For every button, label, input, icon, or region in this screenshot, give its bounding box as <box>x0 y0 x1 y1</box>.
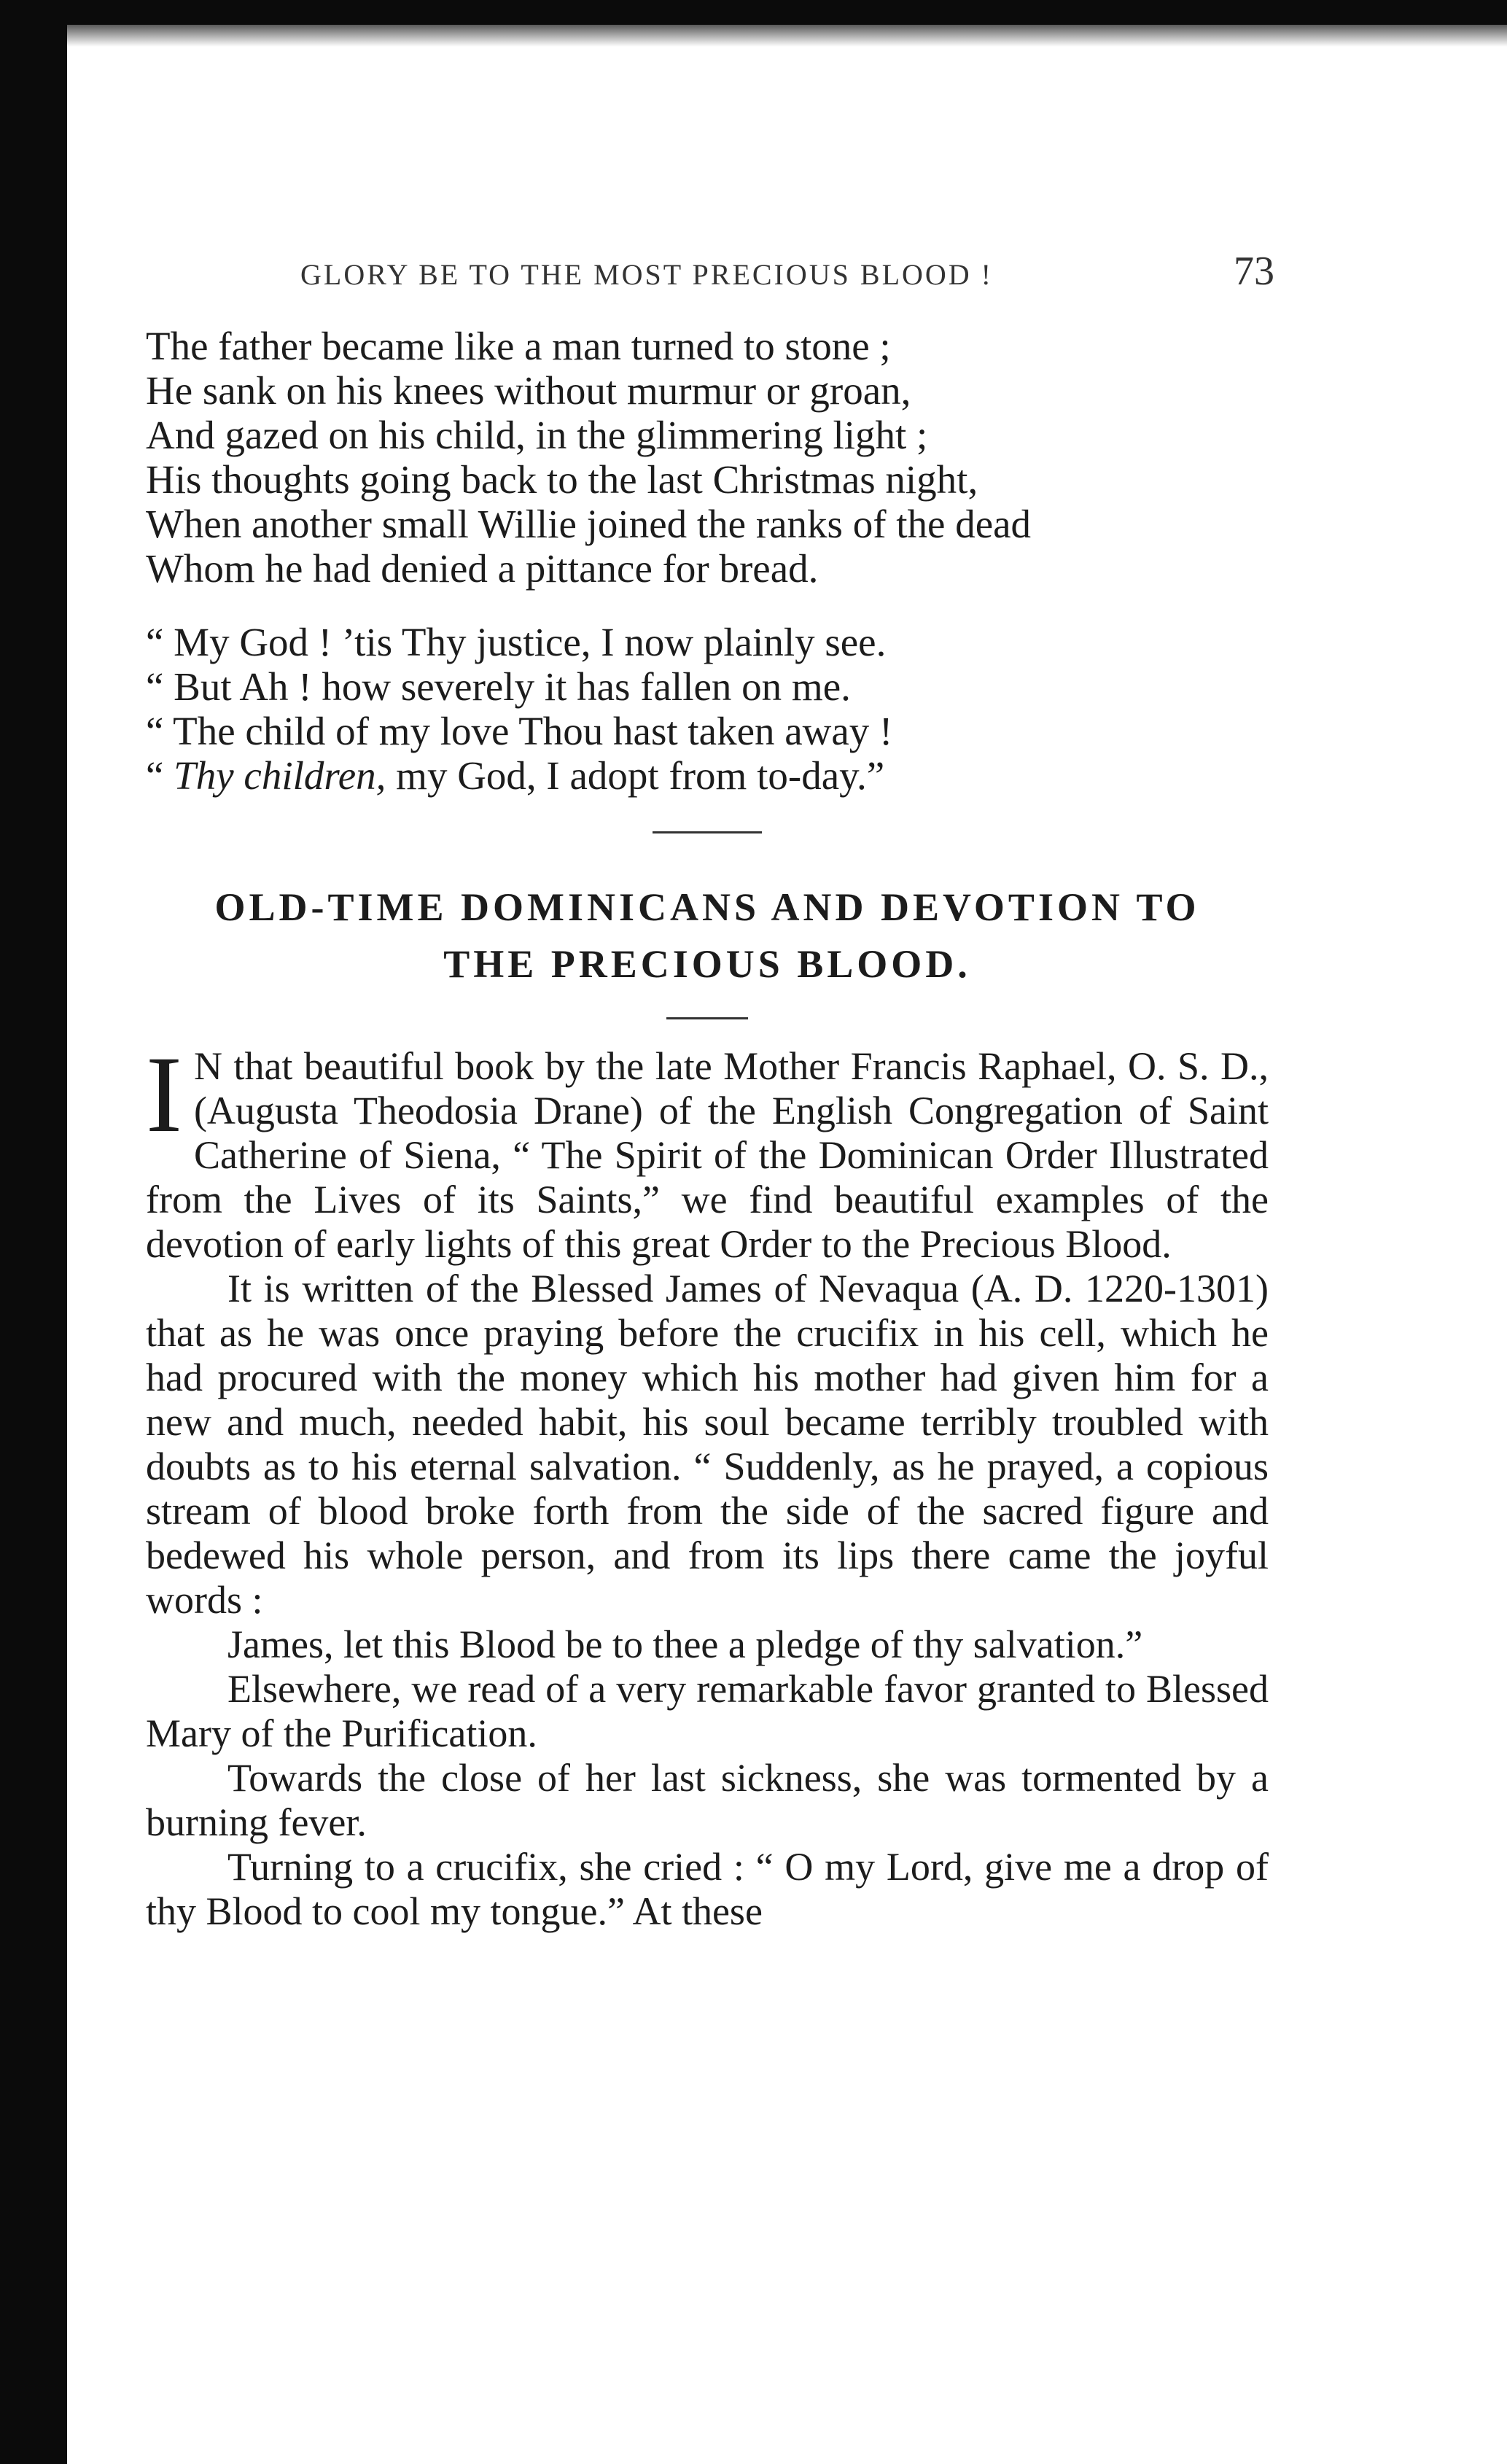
scan-border-shadow <box>0 25 1507 47</box>
italic-phrase: Thy children, <box>174 753 386 798</box>
poem-line: “ But Ah ! how severely it has fallen on me. <box>146 664 851 709</box>
poem-line: His thoughts going back to the last Christmas night, <box>146 457 978 502</box>
section-heading-line-2: THE PRECIOUS BLOOD. <box>443 942 971 986</box>
book-page <box>146 248 1274 1934</box>
running-head <box>300 248 1274 295</box>
paragraph: Towards the close of her last sickness, she was tormented by a burning fever. <box>146 1756 1269 1844</box>
section-heading <box>146 879 1269 992</box>
paragraph: James, let this Blood be to thee a pledge of thy salvation.” <box>227 1622 1143 1666</box>
poem-line: The father became like a man turned to stone ; <box>146 324 891 368</box>
poem-line: He sank on his knees without murmur or groan, <box>146 368 911 413</box>
paragraph-text: N that beautiful book by the late Mother Francis Raphael, O. S. D., (Augusta Theodosia Drane) of the English Congregation of Saint Catherine of Siena, “ The Spirit of the Dominican Order Illustrated from the Lives of its Saints,” we find beautiful examples of the devotion of early lights of this great Order to the Precious Blood. <box>146 1044 1269 1266</box>
drop-cap: I <box>146 1034 182 1155</box>
article-body <box>146 1034 1269 1934</box>
paragraph: It is written of the Blessed James of Nevaqua (A. D. 1220-1301) that as he was once praying before the crucifix in his cell, which he had procured with the money which his mother had given him for a new and much, needed habit, his soul became terribly troubled with doubts as to his eternal salvation. “ Suddenly, as he prayed, a copious stream of blood broke forth from the side of the sacred figure and bedewed his whole person, and from its lips there came the joyful words : <box>146 1267 1269 1622</box>
poem-line: “ The child of my love Thou hast taken away ! <box>146 709 893 753</box>
poem-line: When another small Willie joined the ranks of the dead <box>146 502 1032 546</box>
paragraph: Turning to a crucifix, she cried : “ O my Lord, give me a drop of thy Blood to cool my tongue.” At these <box>146 1845 1269 1933</box>
poem-line: “ My God ! ’tis Thy justice, I now plainly see. <box>146 620 887 664</box>
paragraph: Elsewhere, we read of a very remarkable favor granted to Blessed Mary of the Purification. <box>146 1667 1269 1755</box>
poem-line: And gazed on his child, in the glimmering light ; <box>146 413 928 457</box>
poem-line: Whom he had denied a pittance for bread. <box>146 546 819 591</box>
poem-stanza-1 <box>146 324 1269 591</box>
paragraph <box>146 1034 1269 1267</box>
section-divider <box>653 831 762 833</box>
poem-stanza-2 <box>146 620 1269 798</box>
section-heading-line-1: OLD-TIME DOMINICANS AND DEVOTION TO <box>214 885 1200 929</box>
scan-border-top <box>0 0 1507 25</box>
line-rest: my God, I adopt from to-day.” <box>386 753 885 798</box>
scan-border-left <box>0 0 67 2464</box>
page-number: 73 <box>1234 249 1274 294</box>
poem-line-last <box>146 753 1269 798</box>
heading-divider <box>666 1017 748 1019</box>
quote-mark: “ <box>146 753 174 798</box>
running-head-title: GLORY BE TO THE MOST PRECIOUS BLOOD ! <box>300 258 993 291</box>
